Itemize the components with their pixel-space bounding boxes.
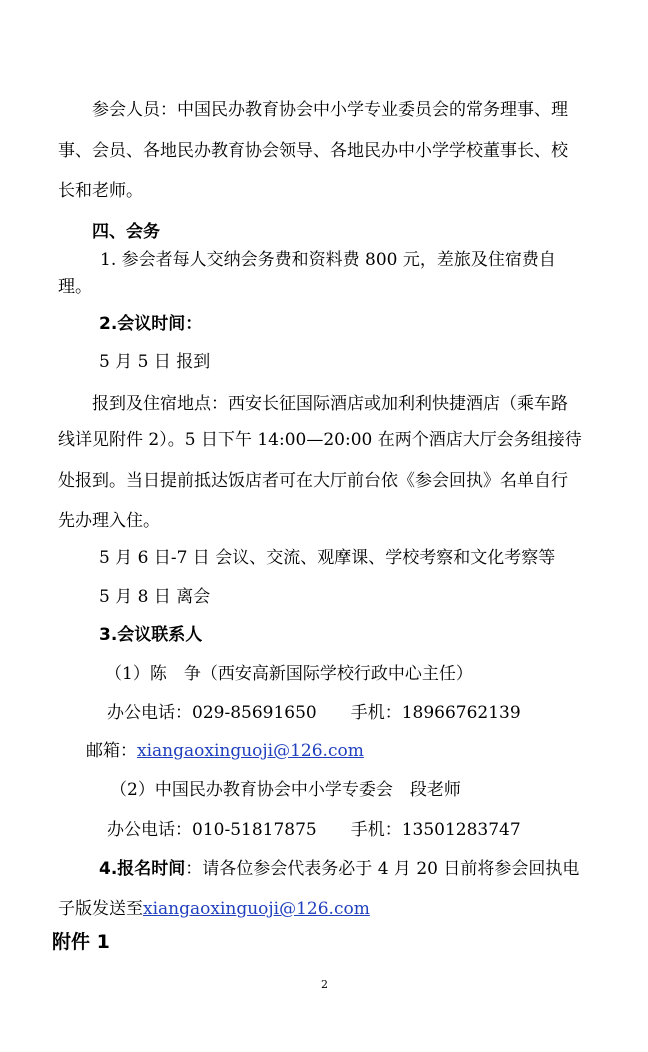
registration-line-2: 线详见附件 2）。5 日下午 14:00—20:00 在两个酒店大厅会务组接待 bbox=[58, 430, 582, 450]
participants-line-1: 参会人员：中国民办教育协会中小学专业委员会的常务理事、理 bbox=[92, 100, 568, 120]
may8-line: 5 月 8 日 离会 bbox=[99, 587, 211, 607]
signup-label: 4.报名时间 bbox=[99, 859, 186, 879]
signup-text-2: 子版发送至 bbox=[58, 899, 143, 919]
signup-line-1 bbox=[99, 857, 579, 881]
may5-line: 5 月 5 日 报到 bbox=[99, 352, 211, 372]
signup-email-link[interactable]: xiangaoxinguoji@126.com bbox=[143, 899, 370, 919]
attachment-heading: 附件 1 bbox=[52, 931, 110, 953]
contacts-heading: 3.会议联系人 bbox=[99, 625, 203, 645]
contact2-name-line: （2）中国民办教育协会中小学专委会 段老师 bbox=[110, 780, 461, 800]
contact1-name-line: （1）陈 争（西安高新国际学校行政中心主任） bbox=[105, 664, 473, 684]
registration-line-1: 报到及住宿地点：西安长征国际酒店或加利利快捷酒店（乘车路 bbox=[92, 394, 568, 414]
participants-line-3: 长和老师。 bbox=[58, 181, 143, 201]
section-4-heading: 四、会务 bbox=[92, 222, 160, 242]
signup-line-2 bbox=[58, 897, 370, 921]
registration-line-4: 先办理入住。 bbox=[58, 511, 160, 531]
registration-line-3: 处报到。当日提前抵达饭店者可在大厅前台依《参会回执》名单自行 bbox=[58, 471, 568, 491]
contact1-phone-line: 办公电话：029-85691650 手机：18966762139 bbox=[107, 703, 521, 723]
fee-line-1: 1. 参会者每人交纳会务费和资料费 800 元，差旅及住宿费自 bbox=[100, 250, 556, 270]
contact1-email-link[interactable]: xiangaoxinguoji@126.com bbox=[137, 741, 364, 761]
contact2-phone-line: 办公电话：010-51817875 手机：13501283747 bbox=[107, 820, 521, 840]
meeting-time-heading: 2.会议时间： bbox=[99, 314, 203, 334]
page-number: 2 bbox=[321, 978, 328, 991]
fee-line-2: 理。 bbox=[58, 277, 92, 297]
contact1-email-line bbox=[86, 739, 364, 763]
participants-line-2: 事、会员、各地民办教育协会领导、各地民办中小学学校董事长、校 bbox=[58, 141, 568, 161]
may6-7-line: 5 月 6 日-7 日 会议、交流、观摩课、学校考察和文化考察等 bbox=[99, 548, 556, 568]
signup-text-1: ：请各位参会代表务必于 4 月 20 日前将参会回执电 bbox=[185, 859, 580, 879]
email-label: 邮箱： bbox=[86, 741, 137, 761]
